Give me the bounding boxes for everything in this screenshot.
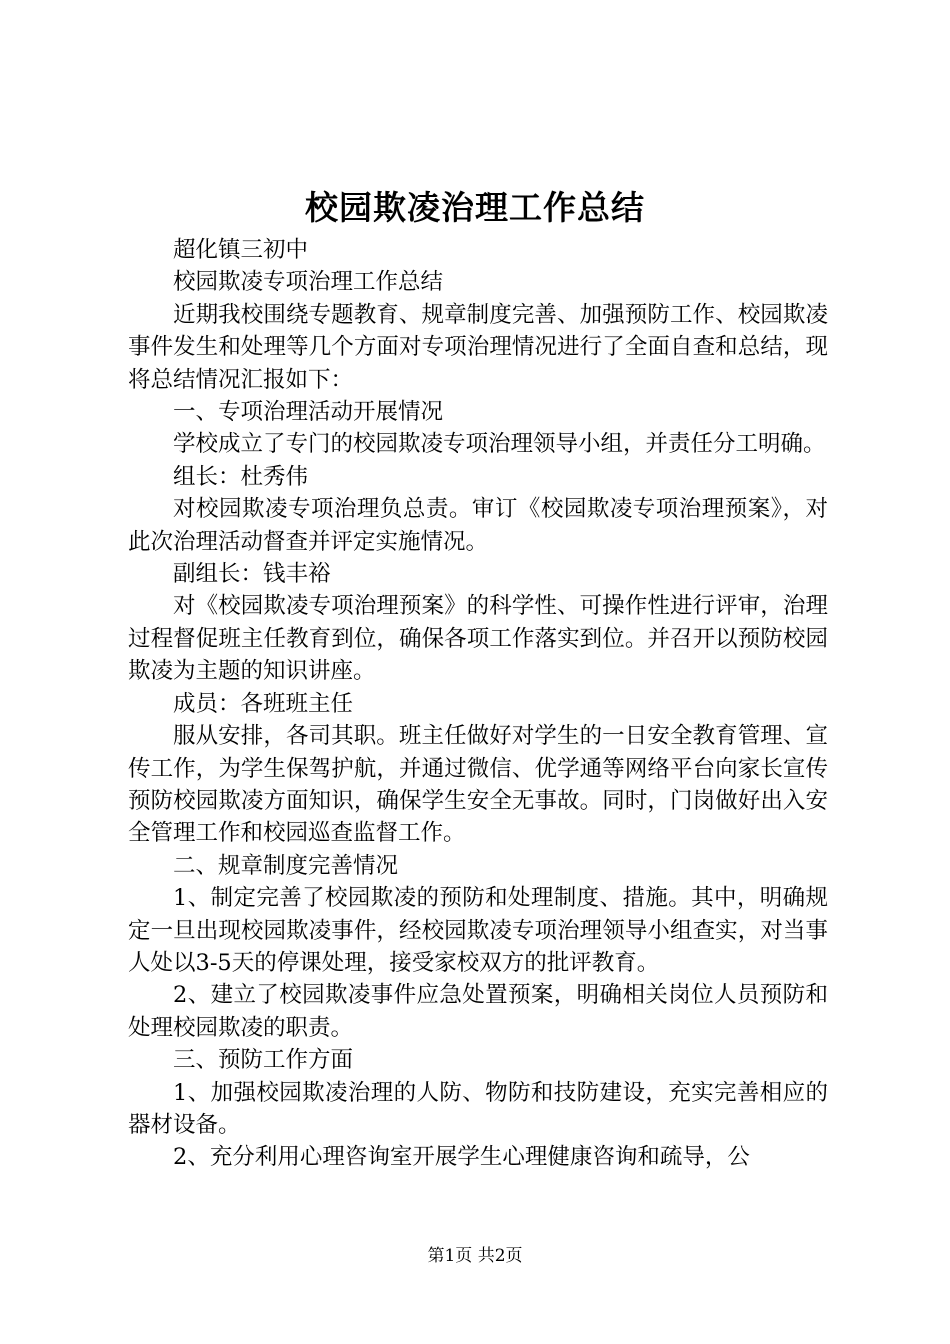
paragraph: 对校园欺凌专项治理负总责。审订《校园欺凌专项治理预案》，对此次治理活动督查并评定实施情况。 — [128, 496, 828, 555]
paragraph-subtitle: 校园欺凌专项治理工作总结 — [173, 269, 444, 296]
section-heading-1: 一、专项治理活动开展情况 — [173, 399, 444, 426]
paragraph: 2、建立了校园欺凌事件应急处置预案，明确相关岗位人员预防和处理校园欺凌的职责。 — [128, 982, 828, 1041]
section-heading-2: 二、规章制度完善情况 — [173, 852, 399, 879]
paragraph: 1、加强校园欺凌治理的人防、物防和技防建设，充实完善相应的器材设备。 — [128, 1079, 828, 1138]
paragraph: 服从安排，各司其职。班主任做好对学生的一日安全教育管理、宣传工作，为学生保驾护航，并通过微信、优学通等网络平台向家长宣传预防校园欺凌方面知识，确保学生安全无事故。同时，门岗做好出入安全管理工作和校园巡查监督工作。 — [128, 723, 828, 847]
paragraph: 2、充分利用心理咨询室开展学生心理健康咨询和疏导，公 — [173, 1144, 750, 1171]
paragraph-leader: 组长：杜秀伟 — [173, 463, 309, 490]
paragraph-school-name: 超化镇三初中 — [173, 237, 309, 263]
paragraph: 1、制定完善了校园欺凌的预防和处理制度、措施。其中，明确规定一旦出现校园欺凌事件，经校园欺凌专项治理领导小组查实，对当事人处以3-5天的停课处理，接受家校双方的批评教育。 — [128, 885, 828, 976]
paragraph-deputy-leader: 副组长：钱丰裕 — [173, 561, 331, 588]
section-heading-3: 三、预防工作方面 — [173, 1047, 354, 1074]
page-number-footer: 第1页 共2页 — [427, 1246, 523, 1266]
document-body — [128, 234, 828, 1174]
paragraph: 学校成立了专门的校园欺凌专项治理领导小组，并责任分工明确。 — [173, 431, 826, 458]
paragraph-members: 成员：各班班主任 — [173, 690, 354, 717]
document-title: 校园欺凌治理工作总结 — [305, 188, 645, 227]
paragraph: 对《校园欺凌专项治理预案》的科学性、可操作性进行评审，治理过程督促班主任教育到位，确保各项工作落实到位。并召开以预防校园欺凌为主题的知识讲座。 — [128, 593, 828, 685]
paragraph-intro: 近期我校围绕专题教育、规章制度完善、加强预防工作、校园欺凌事件发生和处理等几个方面对专项治理情况进行了全面自查和总结，现将总结情况汇报如下： — [128, 301, 828, 393]
